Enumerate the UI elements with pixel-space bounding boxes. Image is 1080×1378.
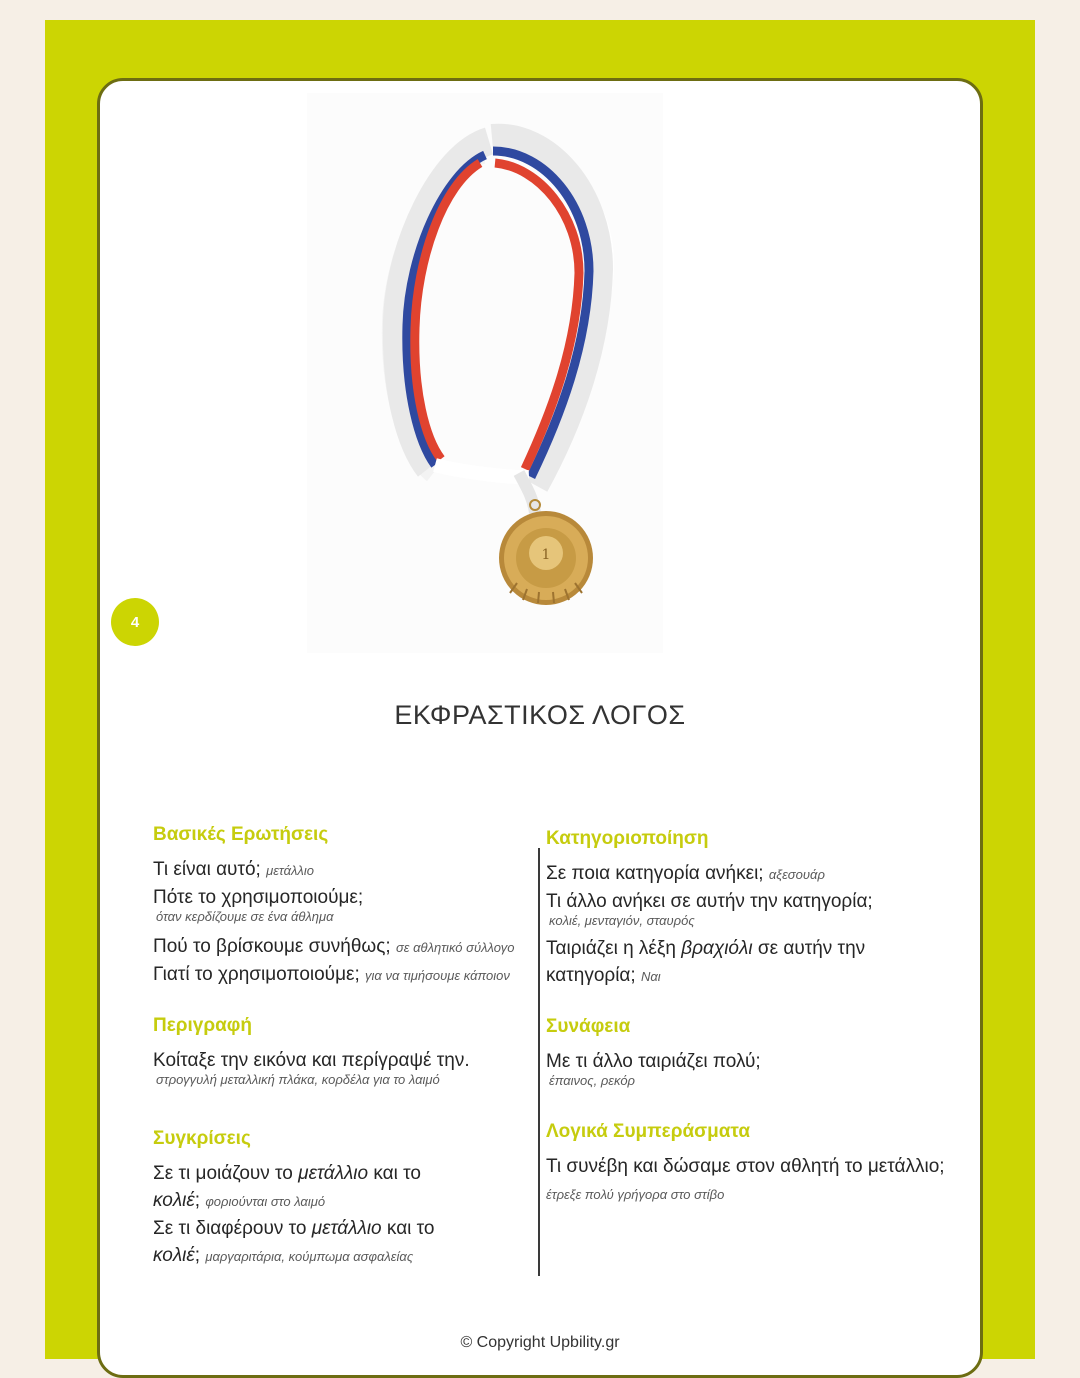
question-line — [153, 884, 538, 925]
question-text: και το — [386, 1218, 435, 1239]
description-section — [153, 1015, 538, 1088]
question-text: Τι άλλο ανήκει σε αυτήν την κατηγορία; — [546, 891, 873, 912]
question-line — [546, 1153, 946, 1208]
question-mark: ; — [194, 1245, 201, 1266]
question-text: σε αυτήν την κατηγορία; — [546, 938, 866, 986]
association-heading: Συνάφεια — [546, 1016, 631, 1037]
question-text: Σε ποια κατηγορία ανήκει; — [546, 863, 764, 884]
answer-text: έπαινος, ρεκόρ — [549, 1073, 635, 1088]
emphasis-word: μετάλλιο — [311, 1218, 382, 1239]
categorization-heading: Κατηγοριοποίηση — [546, 828, 709, 849]
page-title: ΕΚΦΡΑΣΤΙΚΟΣ ΛΟΓΟΣ — [394, 700, 686, 730]
copyright-footer: © Copyright Upbility.gr — [460, 1334, 620, 1351]
medal-photo — [307, 93, 663, 653]
answer-text: φοριούνται στο λαιμό — [205, 1194, 326, 1209]
question-line — [546, 1048, 946, 1089]
question-text: Γιατί το χρησιμοποιούμε; — [153, 964, 360, 985]
question-text: Ταιριάζει η λέξη — [546, 938, 676, 959]
emphasis-word: κολιέ — [153, 1245, 195, 1266]
emphasis-word: κολιέ — [153, 1190, 195, 1211]
question-line — [546, 935, 946, 990]
question-line — [546, 888, 946, 929]
answer-text: κολιέ, μενταγιόν, σταυρός — [549, 913, 695, 928]
page-number-badge: 4 — [111, 598, 159, 646]
categorization-section — [546, 828, 946, 990]
basic-questions-heading: Βασικές Ερωτήσεις — [153, 824, 329, 845]
comparisons-heading: Συγκρίσεις — [153, 1128, 251, 1149]
emphasis-word: μετάλλιο — [298, 1163, 369, 1184]
left-column — [153, 824, 538, 1296]
question-line — [153, 961, 538, 989]
association-section — [546, 1016, 946, 1089]
comparisons-section — [153, 1128, 538, 1270]
question-line — [546, 860, 946, 888]
question-text: Τι συνέβη και δώσαμε στον αθλητή το μετάλλιο; — [546, 1156, 945, 1177]
column-divider — [538, 848, 540, 1276]
question-line — [153, 856, 538, 884]
conclusions-heading: Λογικά Συμπεράσματα — [546, 1121, 751, 1142]
question-text: Με τι άλλο ταιριάζει πολύ; — [546, 1051, 761, 1072]
question-mark: ; — [194, 1190, 201, 1211]
conclusions-section — [546, 1121, 946, 1208]
answer-text: όταν κερδίζουμε σε ένα άθλημα — [156, 909, 334, 924]
question-line — [153, 1215, 538, 1270]
right-column — [546, 828, 946, 1234]
answer-text: μετάλλιο — [266, 863, 314, 878]
question-text: Τι είναι αυτό; — [153, 859, 261, 880]
question-text: Σε τι μοιάζουν το — [153, 1163, 293, 1184]
question-text: Κοίταξε την εικόνα και περίγραψέ την. — [153, 1050, 470, 1071]
question-line — [153, 1047, 538, 1088]
question-text: και το — [373, 1163, 421, 1184]
answer-text: στρογγυλή μεταλλική πλάκα, κορδέλα για το λαιμό — [156, 1072, 440, 1087]
answer-text: σε αθλητικό σύλλογο — [395, 940, 515, 955]
answer-text: έτρεξε πολύ γρήγορα στο στίβο — [546, 1187, 725, 1202]
answer-text: μαργαριτάρια, κούμπωμα ασφαλείας — [205, 1249, 414, 1264]
description-heading: Περιγραφή — [153, 1015, 252, 1036]
svg-text:1: 1 — [541, 547, 551, 563]
question-text: Πού το βρίσκουμε συνήθως; — [153, 936, 391, 957]
answer-text: για να τιμήσουμε κάποιον — [365, 968, 510, 983]
basic-questions-section — [153, 824, 538, 989]
question-line — [153, 1160, 538, 1215]
emphasis-word: βραχιόλι — [681, 938, 753, 959]
question-line — [153, 933, 538, 961]
question-text: Σε τι διαφέρουν το — [153, 1218, 307, 1239]
medal-icon — [307, 93, 663, 653]
answer-text: Ναι — [640, 969, 661, 984]
question-text: Πότε το χρησιμοποιούμε; — [153, 887, 364, 908]
answer-text: αξεσουάρ — [768, 867, 825, 882]
